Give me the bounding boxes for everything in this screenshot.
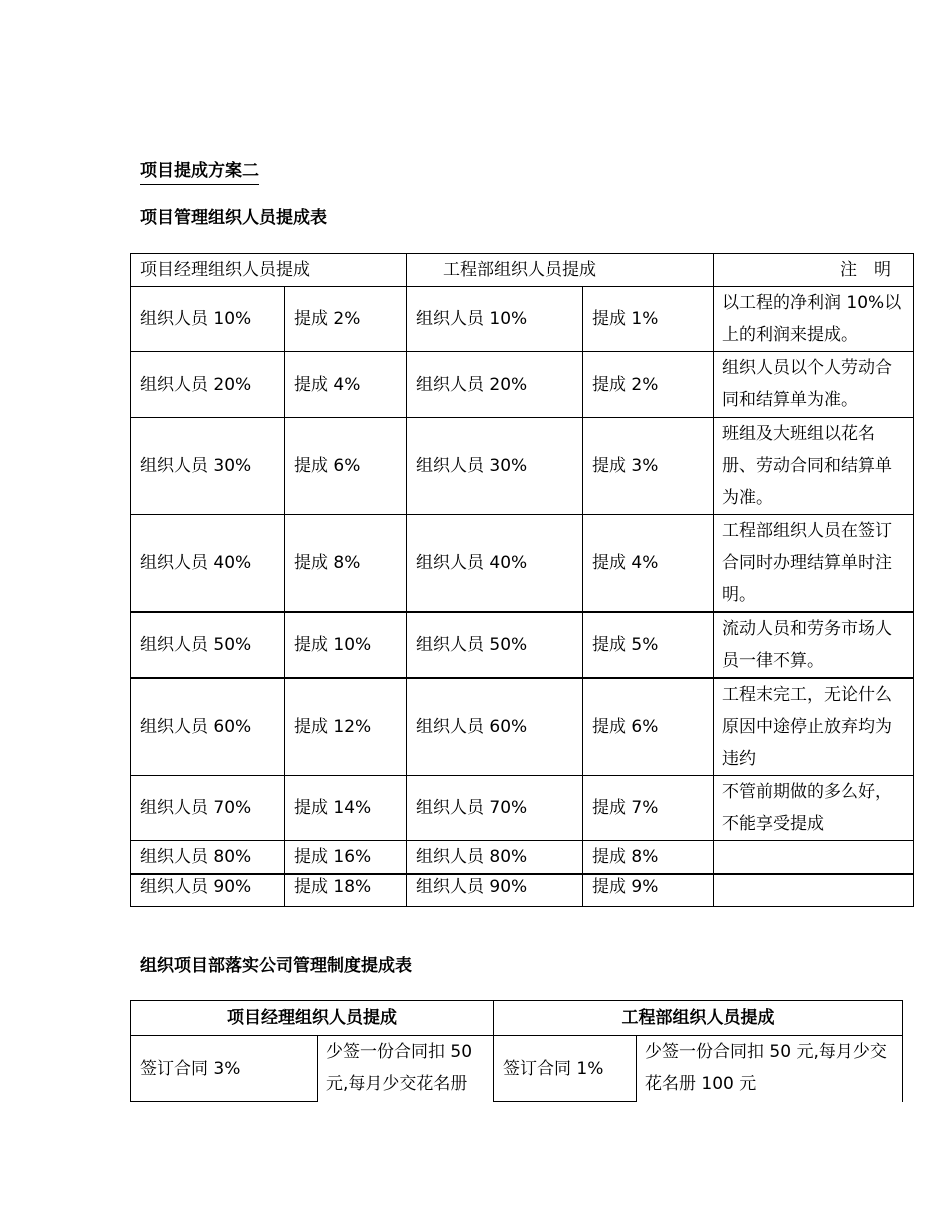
manager-item: 签订合同 3%: [131, 1036, 318, 1102]
table-row: [131, 874, 914, 907]
note-cell: 组织人员以个人劳动合同和结算单为准。: [714, 352, 914, 418]
manager-rate: 提成 6%: [285, 418, 407, 515]
table-row: [131, 776, 914, 841]
note-cell: [714, 841, 914, 874]
table-row: [131, 287, 914, 352]
note-cell: 不管前期做的多么好，不能享受提成: [714, 776, 914, 841]
dept-staff: 组织人员 40%: [407, 515, 583, 613]
dept-rate: 提成 6%: [583, 678, 714, 776]
dept-rate: 提成 4%: [583, 515, 714, 613]
note-cell: 以工程的净利润 10%以上的利润来提成。: [714, 287, 914, 352]
table-row: [131, 1036, 903, 1102]
dept-rate: 提成 5%: [583, 612, 714, 678]
manager-staff: 组织人员 90%: [131, 874, 285, 907]
dept-rate: 提成 8%: [583, 841, 714, 874]
manager-staff: 组织人员 50%: [131, 612, 285, 678]
note-cell: [714, 874, 914, 907]
note-cell: 工程部组织人员在签订合同时办理结算单时注明。: [714, 515, 914, 613]
manager-staff: 组织人员 60%: [131, 678, 285, 776]
manager-staff: 组织人员 10%: [131, 287, 285, 352]
table-row: [131, 612, 914, 678]
note-cell: 工程末完工，无论什么原因中途停止放弃均为违约: [714, 678, 914, 776]
manager-rate: 提成 8%: [285, 515, 407, 613]
note-cell: 流动人员和劳务市场人员一律不算。: [714, 612, 914, 678]
table-header-row: [131, 1001, 903, 1036]
dept-staff: 组织人员 10%: [407, 287, 583, 352]
dept-desc: 少签一份合同扣 50 元,每月少交花名册 100 元: [637, 1036, 903, 1102]
manager-rate: 提成 12%: [285, 678, 407, 776]
table-row: [131, 515, 914, 613]
table2-title: 组织项目部落实公司管理制度提成表: [140, 956, 412, 976]
table-row: [131, 352, 914, 418]
dept-rate: 提成 1%: [583, 287, 714, 352]
dept-staff: 组织人员 80%: [407, 841, 583, 874]
manager-rate: 提成 4%: [285, 352, 407, 418]
manager-rate: 提成 14%: [285, 776, 407, 841]
manager-staff: 组织人员 40%: [131, 515, 285, 613]
dept-staff: 组织人员 60%: [407, 678, 583, 776]
commission-table: [130, 253, 914, 907]
table-row: [131, 418, 914, 515]
management-commission-table: [130, 1000, 903, 1102]
table-row: [131, 678, 914, 776]
dept-item: 签订合同 1%: [494, 1036, 637, 1102]
note-cell: 班组及大班组以花名册、劳动合同和结算单为准。: [714, 418, 914, 515]
manager-rate: 提成 16%: [285, 841, 407, 874]
manager-rate: 提成 2%: [285, 287, 407, 352]
dept-staff: 组织人员 90%: [407, 874, 583, 907]
manager-staff: 组织人员 20%: [131, 352, 285, 418]
dept-rate: 提成 2%: [583, 352, 714, 418]
header-manager: 项目经理组织人员提成: [131, 1001, 494, 1036]
dept-rate: 提成 3%: [583, 418, 714, 515]
table1-title: 项目管理组织人员提成表: [140, 208, 327, 228]
dept-rate: 提成 7%: [583, 776, 714, 841]
dept-rate: 提成 9%: [583, 874, 714, 907]
header-dept: 工程部组织人员提成: [494, 1001, 903, 1036]
header-note: 注 明: [714, 254, 914, 287]
header-dept: 工程部组织人员提成: [407, 254, 714, 287]
dept-staff: 组织人员 30%: [407, 418, 583, 515]
manager-staff: 组织人员 30%: [131, 418, 285, 515]
header-manager: 项目经理组织人员提成: [131, 254, 407, 287]
dept-staff: 组织人员 20%: [407, 352, 583, 418]
table-row: [131, 841, 914, 874]
manager-rate: 提成 18%: [285, 874, 407, 907]
dept-staff: 组织人员 50%: [407, 612, 583, 678]
manager-staff: 组织人员 70%: [131, 776, 285, 841]
document-heading: 项目提成方案二: [140, 160, 259, 185]
dept-staff: 组织人员 70%: [407, 776, 583, 841]
manager-desc: 少签一份合同扣 50 元,每月少交花名册: [318, 1036, 494, 1102]
manager-staff: 组织人员 80%: [131, 841, 285, 874]
table-header-row: [131, 254, 914, 287]
manager-rate: 提成 10%: [285, 612, 407, 678]
